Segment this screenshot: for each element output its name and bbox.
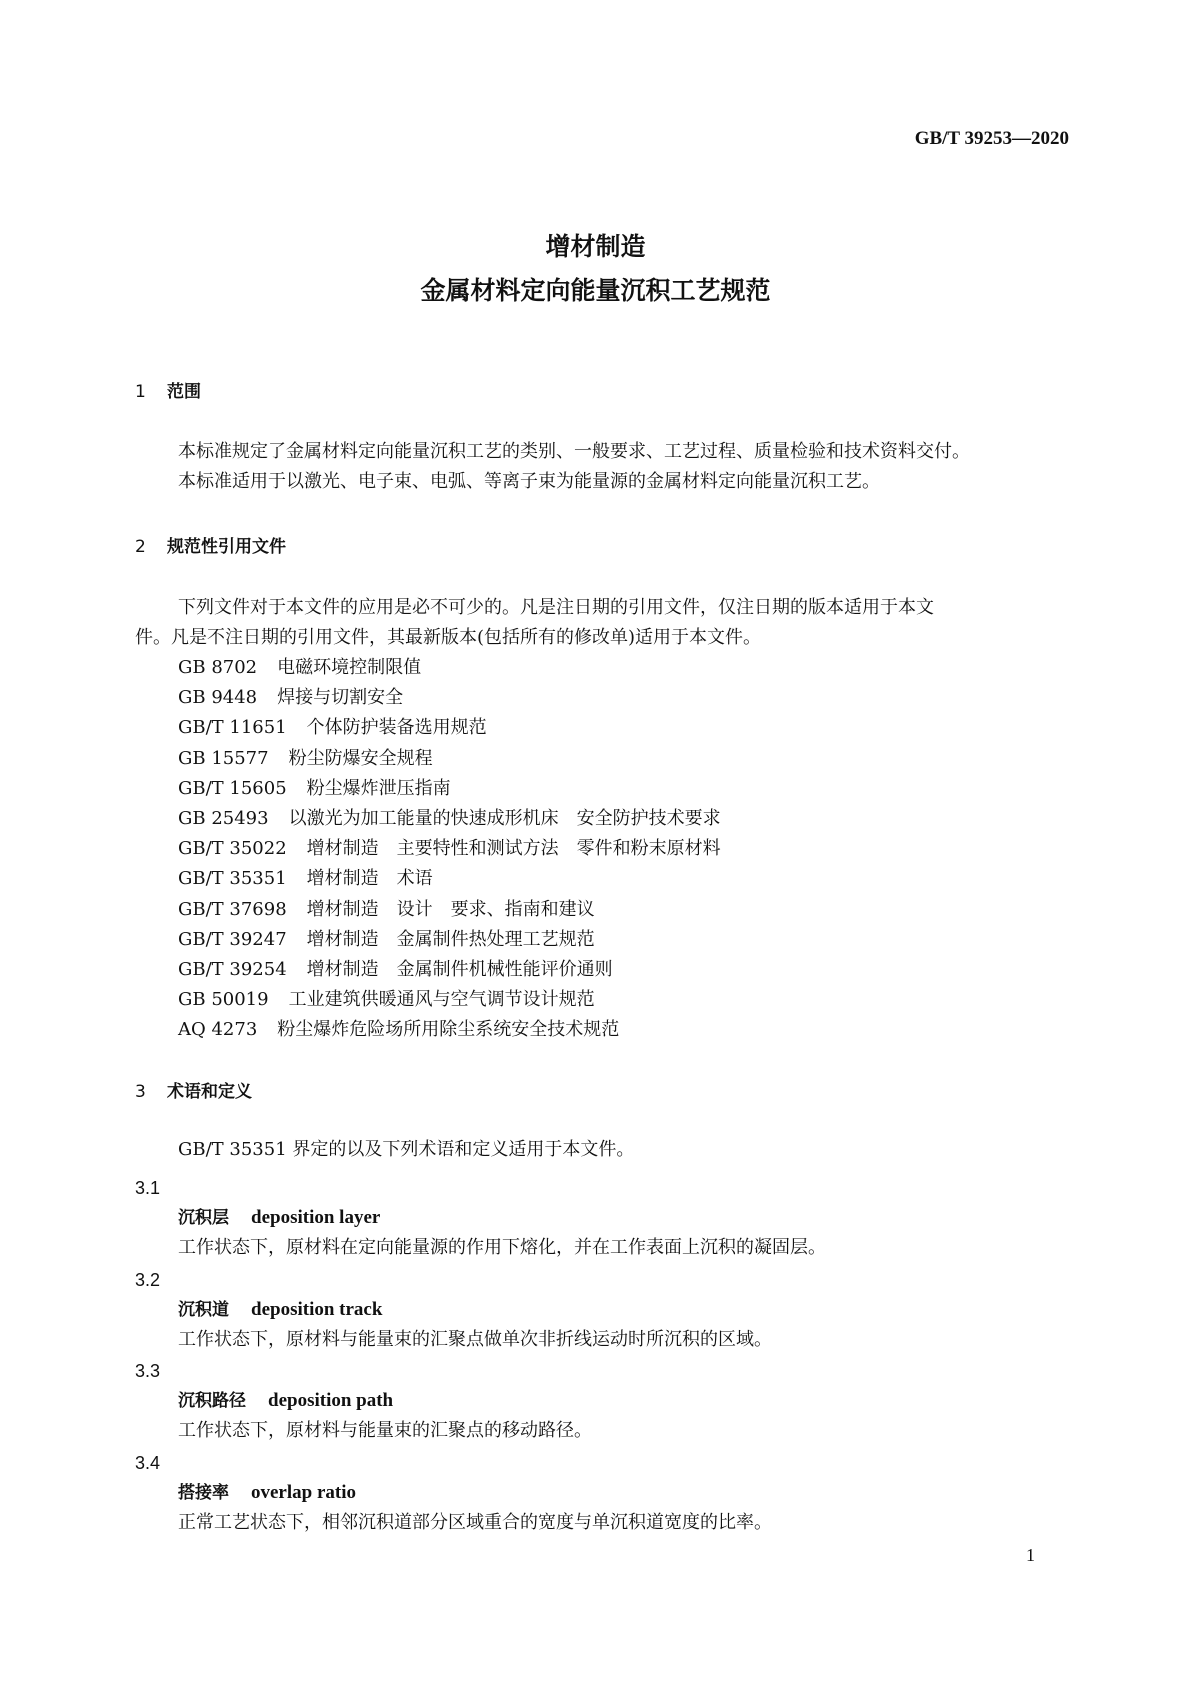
title-line-2: 金属材料定向能量沉积工艺规范: [420, 276, 771, 305]
paragraph: 下列文件对于本文件的应用是必不可少的。凡是注日期的引用文件，仅注日期的版本适用于本文: [178, 597, 934, 618]
reference-title: 以激光为加工能量的快速成形机床 安全防护技术要求: [288, 808, 721, 829]
page-number: 1: [1026, 1545, 1035, 1565]
section-number: 1: [135, 382, 146, 402]
reference-item: [178, 683, 403, 713]
reference-item: [178, 744, 433, 774]
reference-title: 增材制造 主要特性和测试方法 零件和粉末原材料: [306, 838, 721, 860]
reference-item: [178, 985, 595, 1015]
term-definition: 工作状态下，原材料与能量束的汇聚点做单次非折线运动时所沉积的区域。: [178, 1328, 772, 1350]
term-number: 3.2: [135, 1269, 161, 1290]
term-number: 3.4: [135, 1452, 161, 1473]
reference-item: [178, 804, 721, 834]
term-definition: 正常工艺状态下，相邻沉积道部分区域重合的宽度与单沉积道宽度的比率。: [178, 1511, 772, 1533]
reference-item: [178, 653, 421, 683]
reference-title: 粉尘爆炸危险场所用除尘系统安全技术规范: [277, 1019, 620, 1041]
reference-title: 增材制造 设计 要求、指南和建议: [306, 898, 595, 920]
term-en: deposition path: [268, 1390, 394, 1411]
reference-title: 增材制造 术语: [306, 868, 433, 890]
reference-code: GB/T 15605: [178, 777, 287, 799]
section-number: 2: [135, 537, 146, 557]
term-definition: 工作状态下，原材料在定向能量源的作用下熔化，并在工作表面上沉积的凝固层。: [178, 1237, 826, 1258]
reference-item: [178, 925, 595, 955]
section-title: 范围: [167, 382, 201, 402]
reference-code: GB 15577: [178, 747, 269, 769]
term-en: deposition track: [251, 1298, 383, 1320]
term-heading: [178, 1386, 393, 1416]
paragraph: 件。凡是不注日期的引用文件，其最新版本(包括所有的修改单)适用于本文件。: [135, 627, 762, 648]
reference-title: 粉尘防爆安全规程: [288, 747, 433, 769]
term-zh: 沉积层: [178, 1208, 229, 1228]
reference-code: GB/T 35022: [178, 838, 287, 860]
term-heading: [178, 1203, 380, 1233]
reference-item: [178, 713, 487, 743]
reference-code: GB 25493: [178, 808, 269, 829]
reference-title: 粉尘爆炸泄压指南: [306, 777, 451, 799]
document-number: GB/T 39253—2020: [914, 128, 1069, 149]
reference-code: AQ 4273: [178, 1019, 258, 1041]
reference-code: GB/T 37698: [178, 898, 287, 920]
section-title: 规范性引用文件: [167, 537, 286, 557]
reference-code: GB 50019: [178, 989, 269, 1011]
reference-item: [178, 895, 595, 925]
term-en: overlap ratio: [251, 1481, 357, 1503]
term-heading: [178, 1478, 356, 1508]
term-definition: 工作状态下，原材料与能量束的汇聚点的移动路径。: [178, 1420, 592, 1441]
reference-title: 增材制造 金属制件机械性能评价通则: [306, 959, 613, 980]
reference-title: 个体防护装备选用规范: [306, 717, 487, 739]
reference-item: [178, 834, 721, 864]
reference-title: 焊接与切割安全: [277, 687, 404, 709]
paragraph: GB/T 35351 界定的以及下列术语和定义适用于本文件。: [178, 1139, 635, 1160]
reference-code: GB/T 39247: [178, 928, 287, 950]
reference-code: GB/T 39254: [178, 959, 287, 980]
term-number: 3.1: [135, 1178, 161, 1198]
reference-item: [178, 1015, 619, 1045]
reference-title: 增材制造 金属制件热处理工艺规范: [306, 928, 595, 950]
section-number: 3: [135, 1082, 146, 1102]
reference-item: [178, 864, 433, 894]
reference-item: [178, 955, 613, 985]
term-zh: 沉积路径: [178, 1391, 246, 1411]
section-3-heading: [135, 1077, 252, 1107]
section-title: 术语和定义: [167, 1082, 252, 1102]
reference-title: 电磁环境控制限值: [277, 657, 422, 678]
term-en: deposition layer: [251, 1207, 381, 1228]
title-line-1: 增材制造: [545, 232, 646, 261]
term-number: 3.3: [135, 1361, 161, 1381]
reference-code: GB 9448: [178, 687, 258, 709]
reference-item: [178, 774, 451, 804]
term-zh: 搭接率: [178, 1482, 229, 1503]
section-2-heading: [135, 532, 286, 562]
reference-code: GB 8702: [178, 657, 258, 678]
paragraph: 本标准适用于以激光、电子束、电弧、等离子束为能量源的金属材料定向能量沉积工艺。: [178, 471, 880, 492]
reference-title: 工业建筑供暖通风与空气调节设计规范: [288, 989, 595, 1011]
term-heading: [178, 1295, 382, 1325]
paragraph: 本标准规定了金属材料定向能量沉积工艺的类别、一般要求、工艺过程、质量检验和技术资料交付。: [178, 441, 970, 462]
section-1-heading: [135, 377, 201, 407]
reference-code: GB/T 35351: [178, 868, 287, 890]
term-zh: 沉积道: [178, 1299, 229, 1320]
reference-code: GB/T 11651: [178, 717, 287, 739]
